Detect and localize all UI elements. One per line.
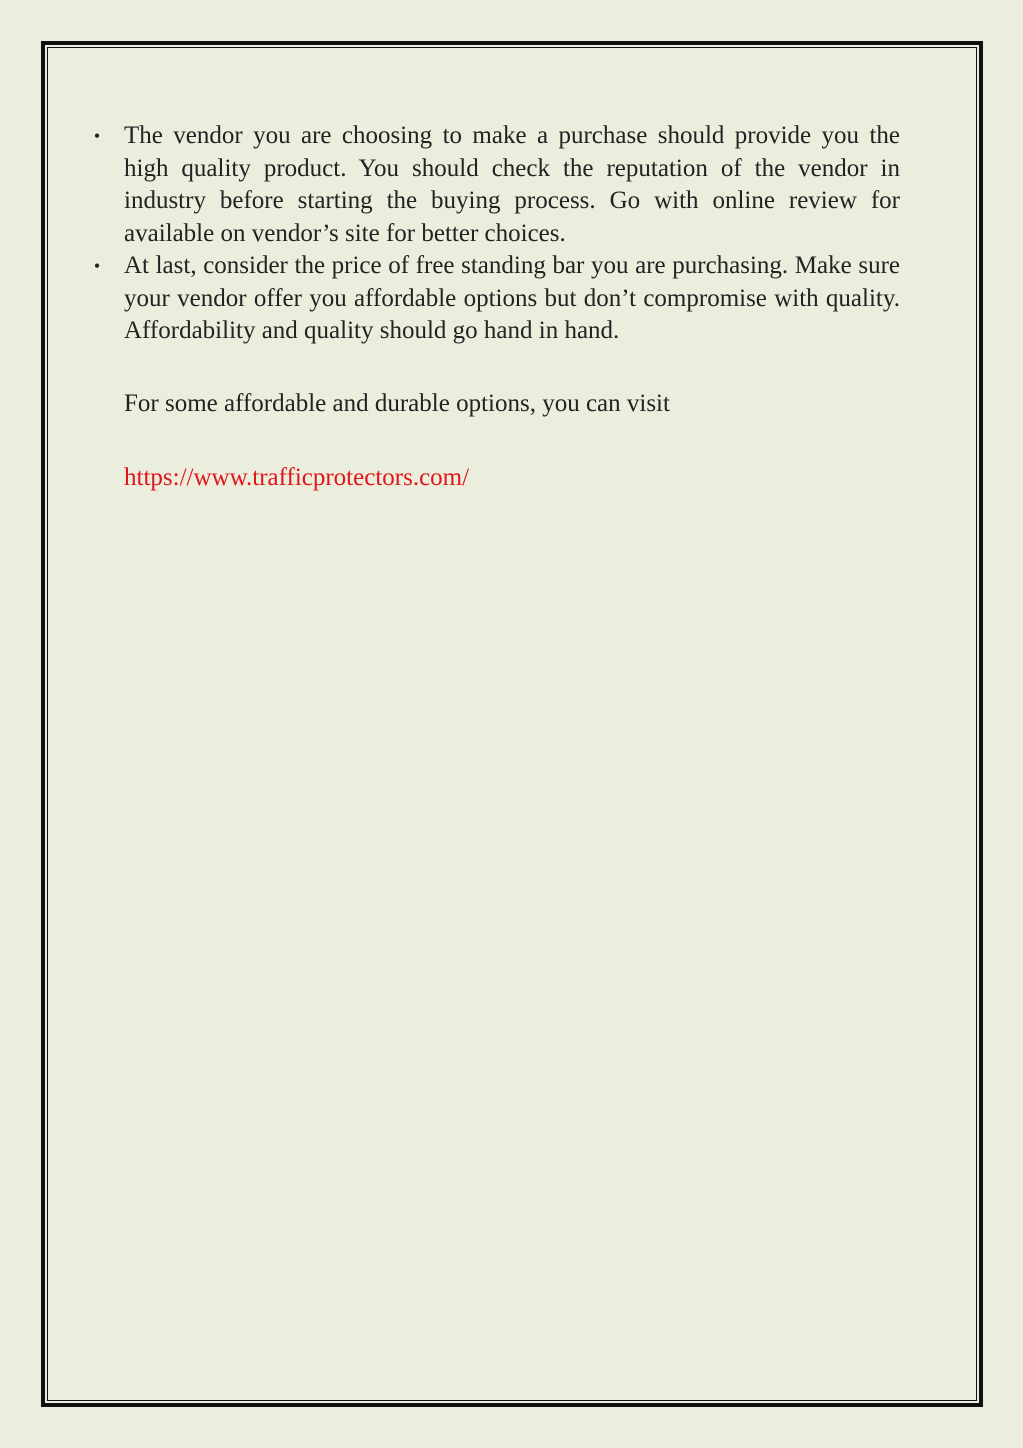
- bullet-icon: •: [93, 126, 101, 146]
- bullet-item-vendor-quality: [90, 120, 900, 250]
- bullet-text: The vendor you are choosing to make a purchase should provide you the high quality product. You should check the reputation of the vendor in industry before starting the buying process. Go with online review for available on vendor’s site for better choices.: [124, 122, 900, 247]
- bullet-list: [90, 120, 900, 348]
- bullet-icon: •: [93, 256, 101, 276]
- page-content: [90, 120, 900, 494]
- bullet-text: At last, consider the price of free standing bar you are purchasing. Make sure your vendor offer you affordable options but don’t compromise with quality. Affordability and quality should go hand in hand.: [124, 252, 900, 344]
- bullet-item-price: [90, 250, 900, 348]
- visit-text: For some affordable and durable options, you can visit: [124, 389, 670, 417]
- website-link[interactable]: https://www.trafficprotectors.com/: [124, 463, 470, 491]
